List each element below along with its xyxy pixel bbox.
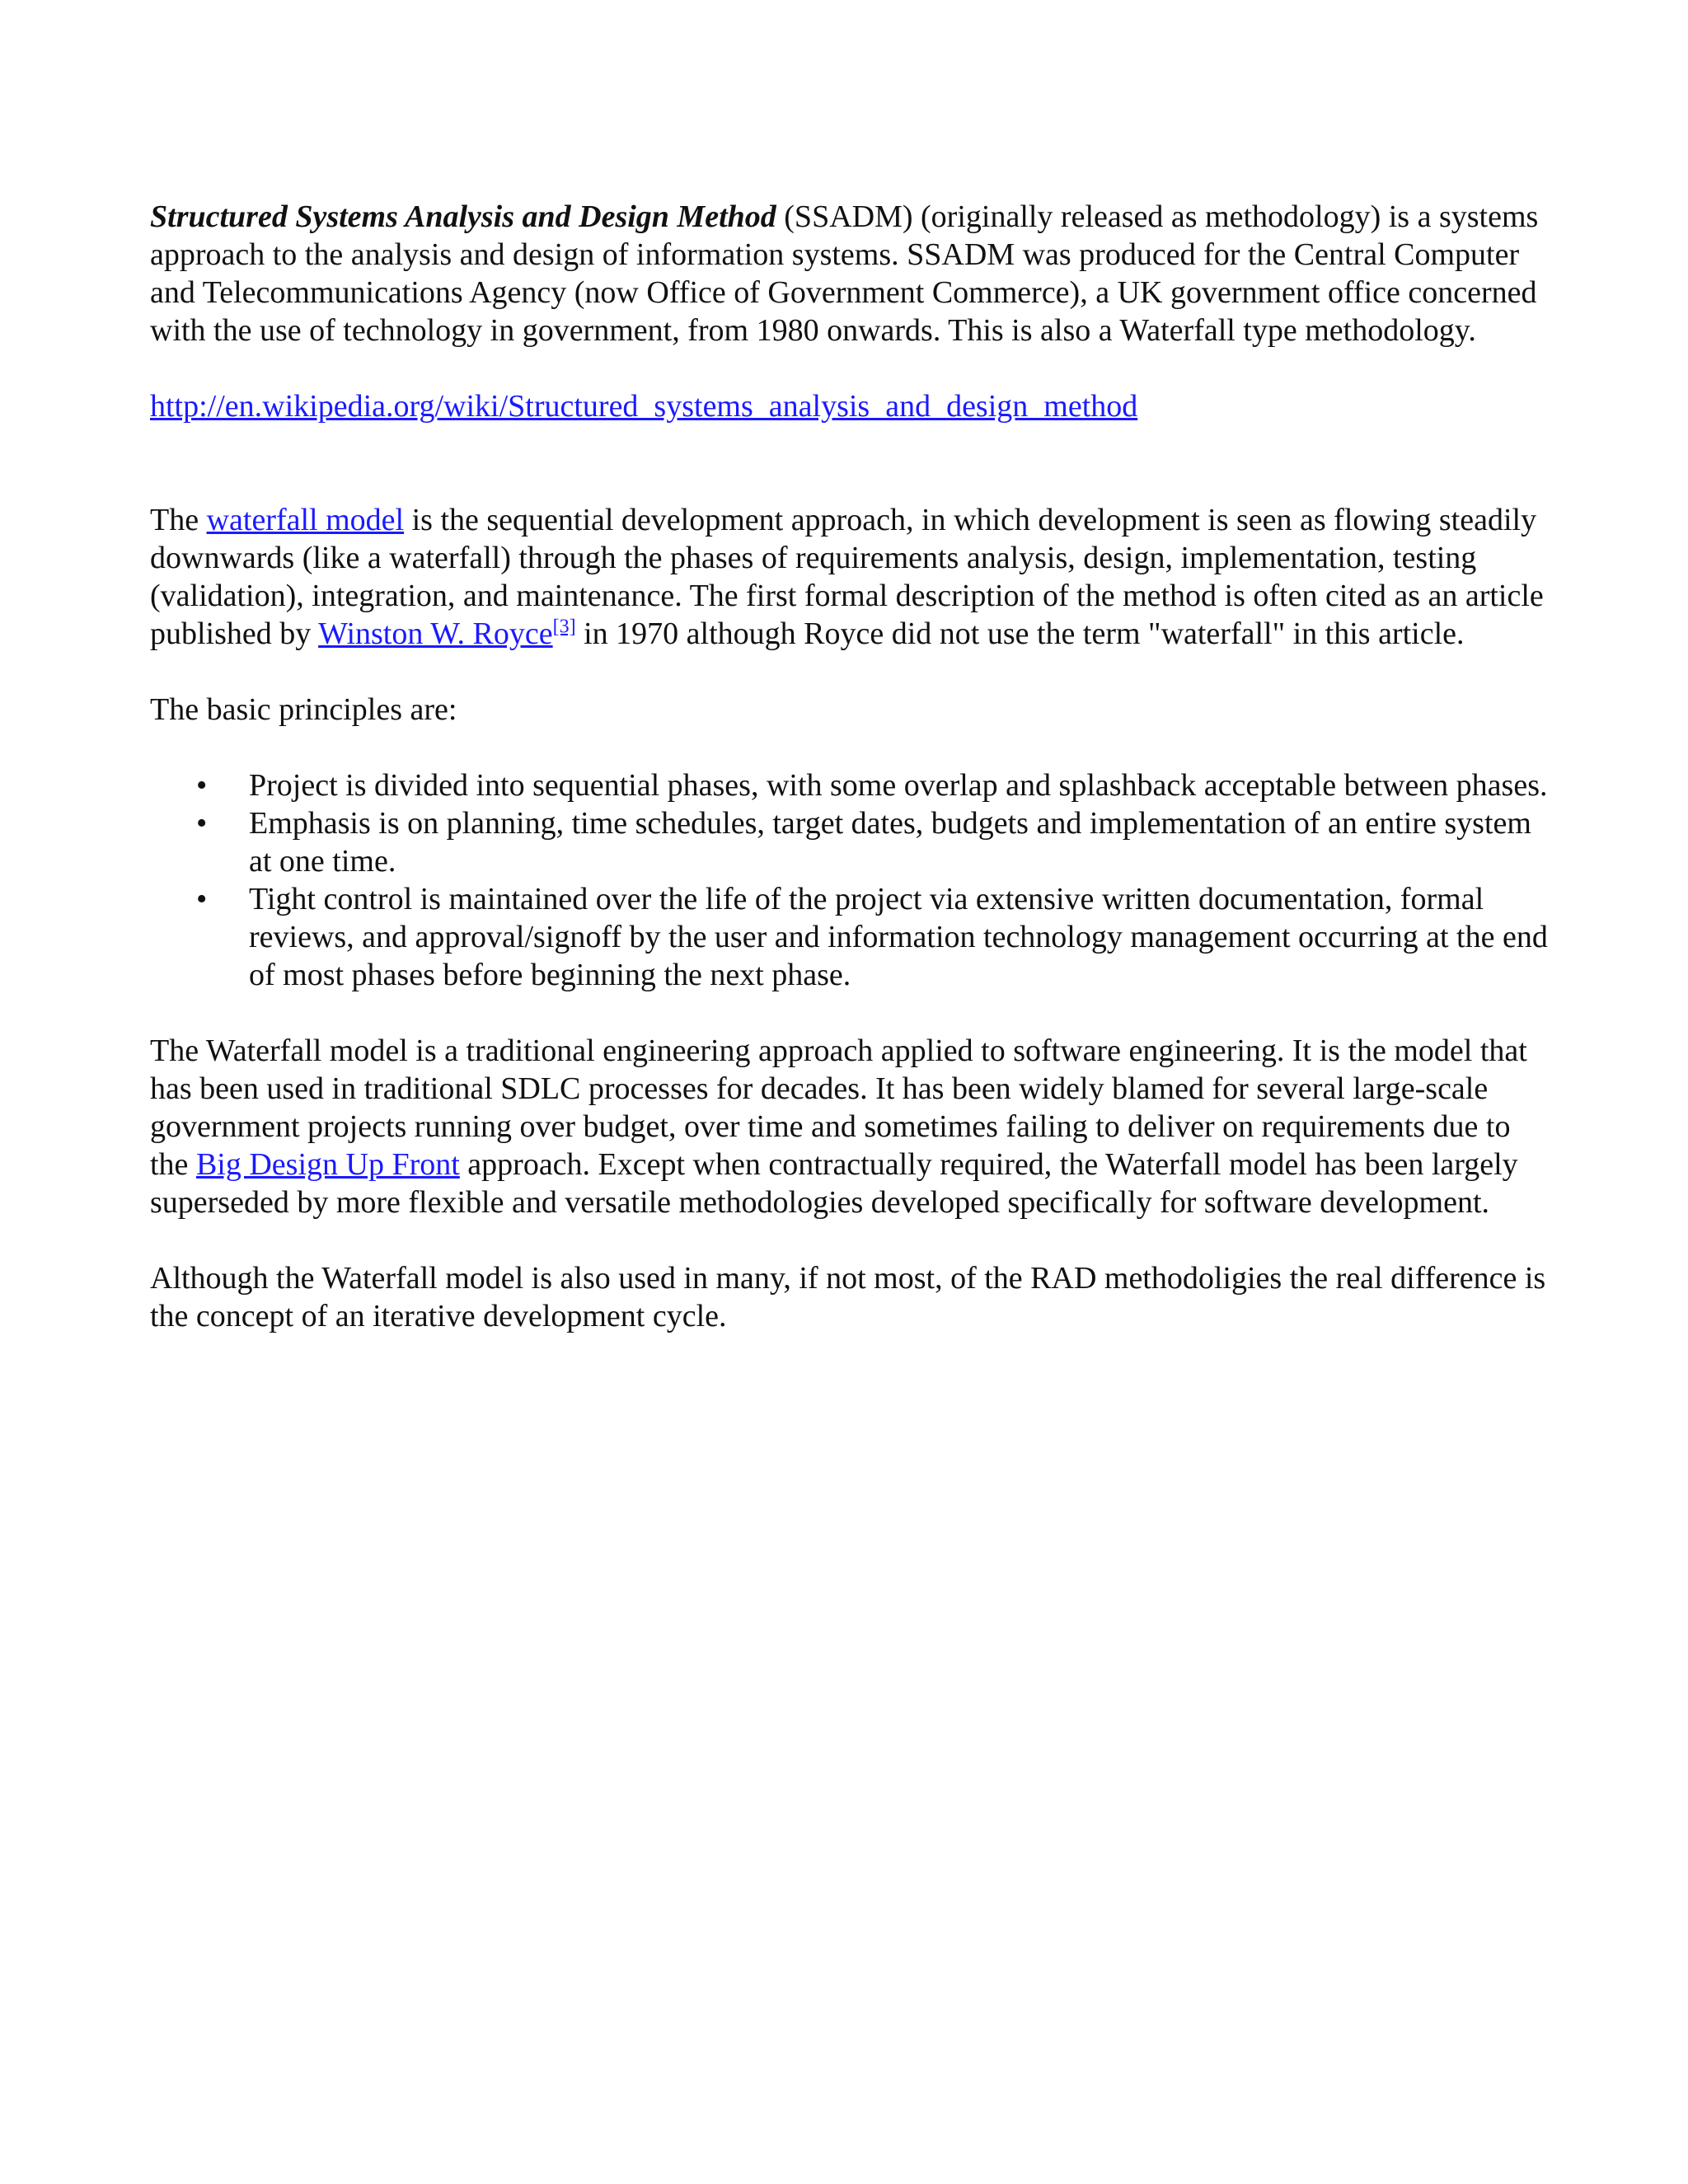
list-item-text: Tight control is maintained over the life of the project via extensive written documentation, formal reviews, and approval/signoff by the user and information technology management occurring at the end of most phases before beginning the next phase. bbox=[249, 882, 1548, 992]
bullet-icon: • bbox=[196, 806, 208, 841]
bullet-icon: • bbox=[196, 882, 208, 916]
list-item-text: Project is divided into sequential phases, with some overlap and splashback acceptable between phases. bbox=[249, 768, 1548, 803]
waterfall-prefix: The bbox=[150, 503, 207, 537]
traditional-text-before: The Waterfall model is a traditional engineering approach applied to software engineering. It is the model that has been used in traditional SDLC processes for decades. It has been widely blamed for several large-scale government projects running over budget, over time and sometimes failing to deliver on requirements due to the bbox=[150, 1033, 1527, 1182]
bullet-icon: • bbox=[196, 768, 208, 803]
list-item-text: Emphasis is on planning, time schedules, target dates, budgets and implementation of an entire system at one time. bbox=[249, 806, 1531, 879]
principles-list bbox=[150, 766, 1551, 994]
list-item bbox=[150, 880, 1551, 994]
document-body bbox=[150, 198, 1551, 1335]
traditional-paragraph bbox=[150, 1032, 1551, 1221]
big-design-up-front-link[interactable]: Big Design Up Front bbox=[195, 1147, 460, 1182]
rad-paragraph: Although the Waterfall model is also used in many, if not most, of the RAD methodoligies the real difference is the concept of an iterative development cycle. bbox=[150, 1261, 1546, 1333]
waterfall-model-link[interactable]: waterfall model bbox=[206, 503, 405, 537]
ssadm-link-paragraph bbox=[150, 387, 1551, 425]
waterfall-suffix: in 1970 although Royce did not use the term "waterfall" in this article. bbox=[575, 616, 1465, 651]
ssadm-paragraph bbox=[150, 198, 1551, 349]
citation-link[interactable]: [3] bbox=[552, 616, 576, 638]
traditional-text-after: approach. Except when contractually required, the Waterfall model has been largely superseded by more flexible and versatile methodologies developed specifically for software development. bbox=[150, 1147, 1518, 1220]
ssadm-title: Structured Systems Analysis and Design Method bbox=[150, 199, 776, 234]
ssadm-description: (SSADM) (originally released as methodology) is a systems approach to the analysis and design of information systems. SSADM was produced for the Central Computer and Telecommunications Agency (now Office of Government Commerce), a UK government office concerned with the use of technology in government, from 1980 onwards. This is also a Waterfall type methodology. bbox=[150, 199, 1539, 348]
principles-heading: The basic principles are: bbox=[150, 692, 457, 727]
winston-royce-link[interactable]: Winston W. Royce bbox=[318, 616, 553, 651]
waterfall-paragraph bbox=[150, 501, 1551, 653]
ssadm-wikipedia-link[interactable]: http://en.wikipedia.org/wiki/Structured_systems_analysis_and_design_method bbox=[150, 389, 1138, 424]
list-item bbox=[150, 766, 1551, 804]
list-item bbox=[150, 804, 1551, 880]
waterfall-description: is the sequential development approach, in which development is seen as flowing steadily downwards (like a waterfall) through the phases of requirements analysis, design, implementation, testing (validation), integration, and maintenance. The first formal description of the method is often cited as an article published by bbox=[150, 503, 1544, 651]
